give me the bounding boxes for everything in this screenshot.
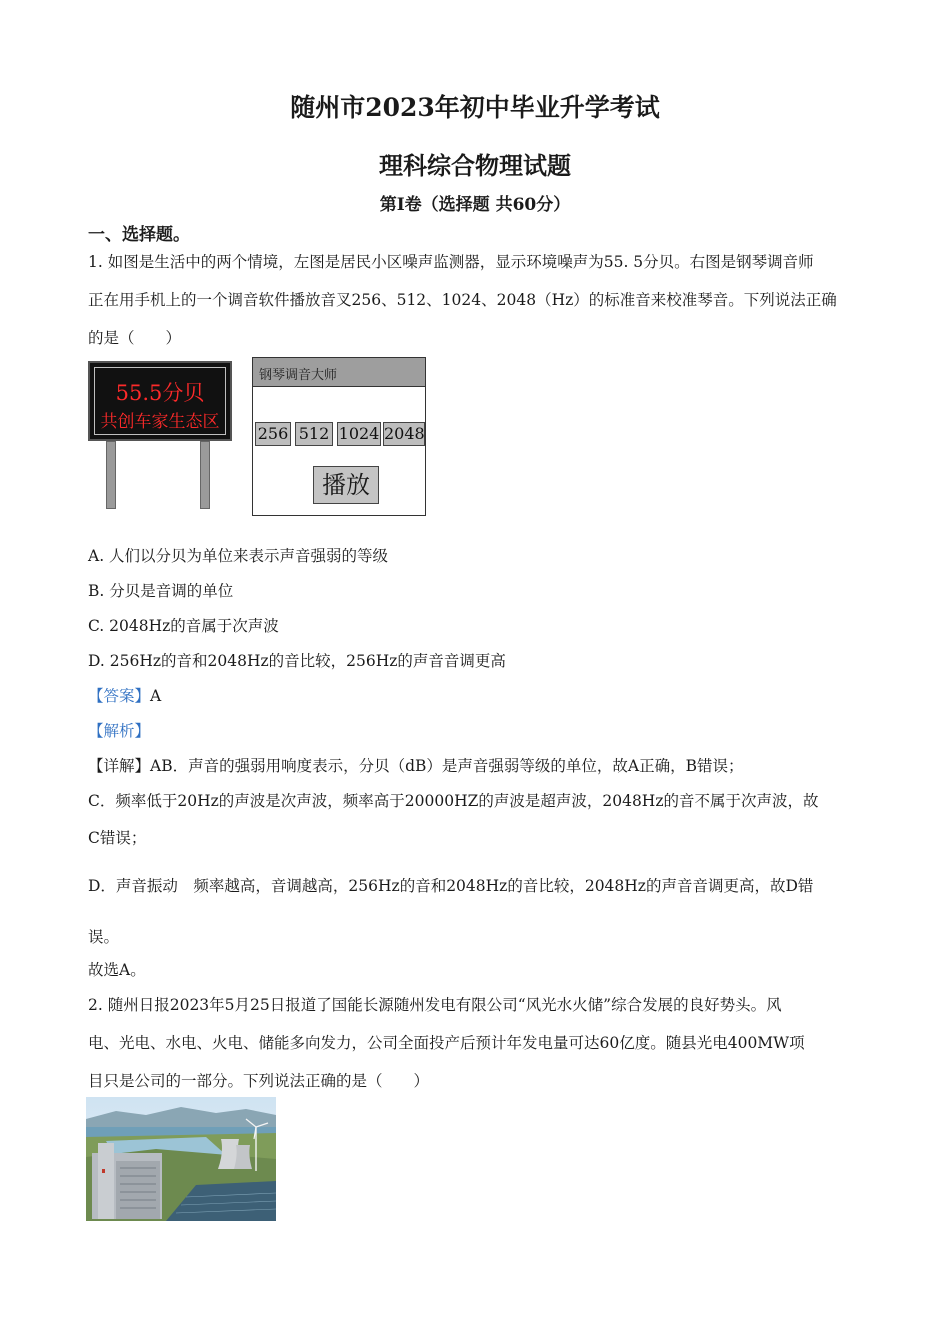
monitor-slogan: 共创车家生态区 (100, 412, 220, 432)
noise-reading: 55.5分贝 (115, 381, 205, 405)
tuner-app-title: 钢琴调音大师 (259, 368, 338, 383)
answer-tag: 【答案】 (88, 687, 151, 705)
freq-button-2048[interactable]: 2048 (383, 422, 425, 446)
q1-stem-line-2: 正在用手机上的一个调音软件播放音叉256、512、1024、2048（Hz）的标准音来校准琴音。下列说法正确 (88, 291, 837, 309)
q1-option-d: D. 256Hz的音和2048Hz的音比较，256Hz的声音音调更高 (88, 652, 506, 670)
monitor-post-right (200, 441, 210, 509)
answer-value: A (150, 687, 162, 705)
noise-monitor-board (88, 361, 232, 441)
q1-detail-3: C错误； (88, 829, 147, 847)
q1-option-a: A. 人们以分贝为单位来表示声音强弱的等级 (88, 547, 389, 565)
tuner-app-header (253, 358, 425, 387)
section-heading: 一、选择题。 (88, 225, 190, 245)
q1-detail-2: C．频率低于20Hz的声波是次声波，频率高于20000HZ的声波是超声波，2048Hz的音不属于次声波，故 (88, 792, 819, 810)
noise-monitor-figure (88, 361, 232, 509)
freq-button-256[interactable]: 256 (255, 422, 291, 446)
q2-stem-line-2: 电、光电、水电、火电、储能多向发力，公司全面投产后预计年发电量可达60亿度。随县光电400MW项 (88, 1034, 805, 1052)
detail-tag: 【详解】 (88, 757, 151, 775)
q1-conclusion: 故选A。 (88, 961, 146, 979)
q1-answer (88, 684, 161, 706)
exam-title: 随州市2023年初中毕业升学考试 (290, 93, 660, 122)
q1-detail-5: 误。 (88, 928, 120, 946)
q1-stem-line-3: 的是（ ） (88, 329, 182, 347)
part-heading: 第Ⅰ卷（选择题 共60分） (379, 195, 571, 215)
q1-detail-4: D．声音振动 频率越高，音调越高，256Hz的音和2048Hz的音比较，2048Hz的声音音调更高，故D错 (88, 877, 814, 895)
detail-text-1: AB．声音的强弱用响度表示，分贝（dB）是声音强弱等级的单位，故A正确，B错误； (150, 757, 744, 775)
freq-button-1024[interactable]: 1024 (337, 422, 381, 446)
exam-subtitle: 理科综合物理试题 (379, 151, 571, 180)
play-button[interactable]: 播放 (313, 466, 379, 504)
q2-stem-line-1: 2. 随州日报2023年5月25日报道了国能长源随州发电有限公司“风光水火储”综合发展的良好势头。风 (88, 996, 782, 1014)
q1-detail-1 (88, 754, 744, 776)
freq-button-512[interactable]: 512 (295, 422, 333, 446)
analysis-tag: 【解析】 (88, 722, 151, 740)
q1-stem-line-1: 1. 如图是生活中的两个情境，左图是居民小区噪声监测器，显示环境噪声为55. 5分贝。右图是钢琴调音师 (88, 253, 814, 271)
q2-stem-line-3: 目只是公司的一部分。下列说法正确的是（ ） (88, 1072, 430, 1090)
q1-option-b: B. 分贝是音调的单位 (88, 582, 234, 600)
power-plant-photo (86, 1097, 276, 1221)
monitor-post-left (106, 441, 116, 509)
q1-option-c: C. 2048Hz的音属于次声波 (88, 617, 279, 635)
tuner-app-figure (252, 357, 426, 516)
